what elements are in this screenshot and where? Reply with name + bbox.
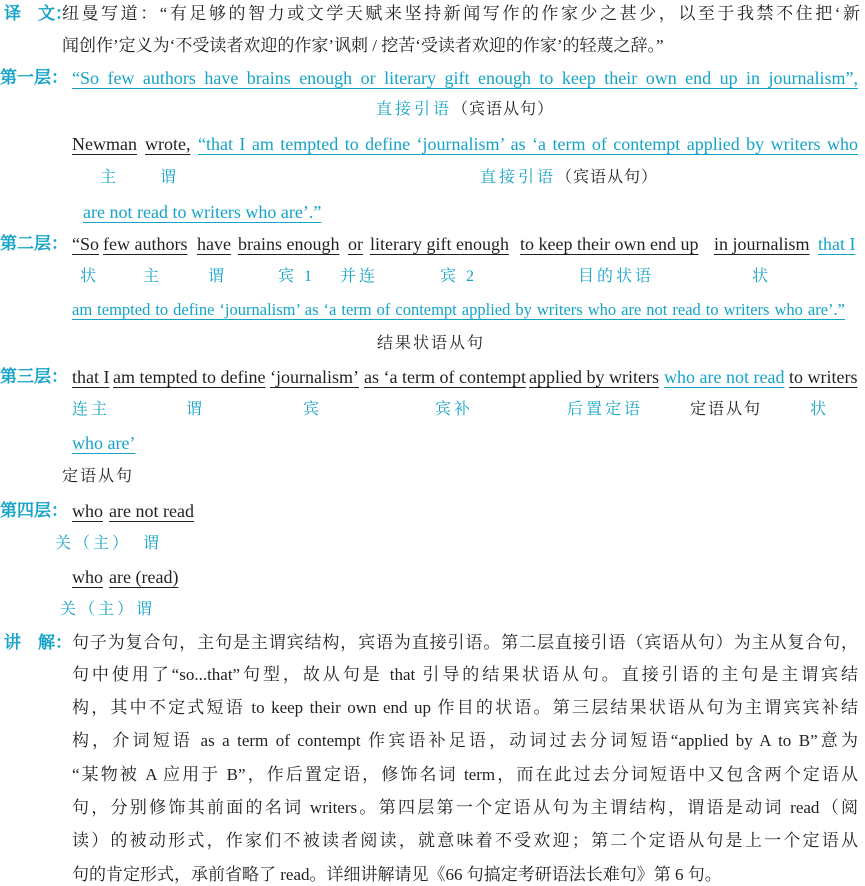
layer1-verb-role: 谓 [160, 169, 180, 186]
layer4-heading: 第四层： [0, 501, 68, 521]
layer2-role: 状 [752, 268, 772, 285]
layer1-direct-quote-label [376, 99, 554, 121]
layer2-heading: 第二层： [0, 234, 68, 254]
layer1-object-quote-line-2: are not read to writers who are’.” [83, 202, 322, 222]
layer1-object-quote-line-1: “that I am tempted to define ‘journalism’ as ‘a term of contempt applied by writers who [198, 134, 858, 154]
layer4-row-clause-2-roles [0, 599, 865, 621]
layer3-role: 宾补 [435, 401, 474, 418]
layer2-role: 主 [143, 268, 163, 285]
layer2-clause-start: that I [818, 234, 856, 254]
layer3-heading: 第三层： [0, 367, 68, 387]
explanation-line: 句子为复合句，主句是主谓宾结构，宾语为直接引语。第二层直接引语（宾语从句）为主从复合句， [72, 633, 858, 652]
layer2-role: 状 [80, 268, 100, 285]
layer3-continuation-role: 定语从句 [62, 468, 135, 485]
layer2-clause-role: 结果状语从句 [377, 335, 486, 352]
layer2-row-roles [0, 266, 865, 288]
layer2-token: few authors [103, 234, 188, 254]
layer2-token: have [197, 234, 231, 254]
explanation-row-6 [0, 797, 865, 819]
layer3-row-continuation-role [0, 466, 865, 488]
layer2-token: or [348, 234, 363, 254]
layer1-subject-role: 主 [100, 169, 120, 186]
layer1-row-quote [0, 67, 865, 89]
layer3-token: ‘journalism’ [270, 367, 359, 387]
layer3-role: 后置定语 [567, 401, 644, 418]
layer4-clause1-predicate: are not read [109, 501, 194, 521]
layer2-token: “So [72, 234, 99, 254]
role-note: （宾语从句） [452, 101, 555, 118]
layer3-role: 定语从句 [690, 401, 763, 418]
layer3-token: to writers [789, 367, 858, 387]
layer4-clause1-relative: who [72, 501, 103, 521]
layer4-clause1-relative-role: 关（主） [55, 535, 132, 552]
explanation-row-7 [0, 830, 865, 852]
layer3-row-tokens [0, 366, 865, 388]
layer2-token: in journalism [714, 234, 810, 254]
layer3-token: am tempted to define [113, 367, 266, 387]
explanation-line: 句中使用了“so...that”句型，故从句是 that 引导的结果状语从句。直接引语的主句是主谓宾结 [72, 665, 858, 684]
layer4-clause1-predicate-role: 谓 [143, 535, 163, 552]
layer1-direct-quote: “So few authors have brains enough or literary gift enough to keep their own end up in journalism”, [72, 68, 858, 88]
layer2-role: 宾 1 [278, 268, 316, 285]
layer3-role: 状 [810, 401, 830, 418]
layer2-role: 并连 [340, 268, 379, 285]
explanation-line: 读）的被动形式，作家们不被读者阅读，就意味着不受欢迎；第二个定语从句是上一个定语从 [72, 831, 858, 850]
layer1-heading: 第一层： [0, 68, 68, 88]
layer2-row-clause [0, 299, 865, 321]
layer1-row-quote-role [0, 99, 865, 121]
explanation-row-4 [0, 730, 865, 752]
layer2-row-clause-role [0, 333, 865, 355]
translation-text-line-2: 闻创作’定义为‘不受读者欢迎的作家’讽刺 / 挖苦‘受读者欢迎的作家’的轻蔑之辞。” [62, 36, 664, 55]
explanation-line: 构，其中不定式短语 to keep their own end up 作目的状语。第三层结果状语从句为主谓宾宾补结 [72, 698, 858, 717]
explanation-row-3 [0, 697, 865, 719]
layer3-continuation: who are’ [72, 433, 136, 453]
layer1-row-roles [0, 167, 865, 189]
layer4-clause2-roles: 关（主）谓 [60, 601, 156, 618]
explanation-row-5 [0, 764, 865, 786]
explanation-line: 句，分别修饰其前面的名词 writers。第四层第一个定语从句为主谓结构，谓语是动词 read（阅 [72, 798, 858, 817]
layer2-role: 谓 [208, 268, 228, 285]
explanation-row-1 [0, 632, 865, 654]
layer2-row-tokens [0, 233, 865, 255]
layer2-role: 宾 2 [440, 268, 478, 285]
translation-heading: 译 文： [4, 4, 72, 24]
explanation-line: “某物被 A 应用于 B”，作后置定语，修饰名词 term，而在此过去分词短语中又包含两个定语从 [72, 765, 858, 784]
layer3-row-roles [0, 399, 865, 421]
layer1-subject: Newman [72, 134, 137, 154]
layer3-row-continuation [0, 432, 865, 454]
layer2-token: to keep their own end up [520, 234, 699, 254]
translation-row-2 [0, 35, 865, 57]
layer1-row-main [0, 133, 865, 155]
layer2-clause-rest: am tempted to define ‘journalism’ as ‘a term of contempt applied by writers who are not read to writers who are’.” [72, 300, 845, 319]
explanation-line: 句的肯定形式，承前省略了 read。详细讲解请见《66 句搞定考研语法长难句》第 6 句。 [72, 865, 722, 884]
role-label: 直接引语 [376, 101, 453, 118]
explanation-row-2 [0, 664, 865, 686]
role-note: （宾语从句） [556, 169, 659, 186]
layer4-clause2-predicate: are (read) [109, 567, 179, 587]
translation-row-1 [0, 3, 865, 25]
layer1-object-quote-label [480, 167, 658, 189]
layer2-token: literary gift enough [370, 234, 509, 254]
layer3-token: that I [72, 367, 110, 387]
layer3-role: 谓 [186, 401, 206, 418]
layer3-role: 宾 [303, 401, 323, 418]
layer2-role: 目的状语 [578, 268, 655, 285]
layer4-clause2-relative: who [72, 567, 103, 587]
layer4-row-clause-1 [0, 500, 865, 522]
layer4-row-clause-1-roles [0, 533, 865, 555]
layer1-row-continuation [0, 201, 865, 223]
explanation-line: 构，介词短语 as a term of contempt 作宾语补足语，动词过去分词短语“applied by A to B”意为 [72, 731, 858, 750]
explanation-heading: 讲 解： [4, 633, 72, 653]
explanation-row-8 [0, 864, 865, 886]
layer3-token: as ‘a term of contempt [364, 367, 526, 387]
layer4-row-clause-2 [0, 566, 865, 588]
layer2-token: brains enough [238, 234, 340, 254]
layer1-verb: wrote, [145, 134, 191, 154]
layer3-role: 连主 [72, 401, 111, 418]
role-label: 直接引语 [480, 169, 557, 186]
translation-text-line-1: 纽曼写道：“有足够的智力或文学天赋来坚持新闻写作的作家少之甚少，以至于我禁不住把‘新 [62, 4, 860, 23]
layer3-token: applied by writers [529, 367, 659, 387]
layer3-token: who are not read [664, 367, 785, 387]
